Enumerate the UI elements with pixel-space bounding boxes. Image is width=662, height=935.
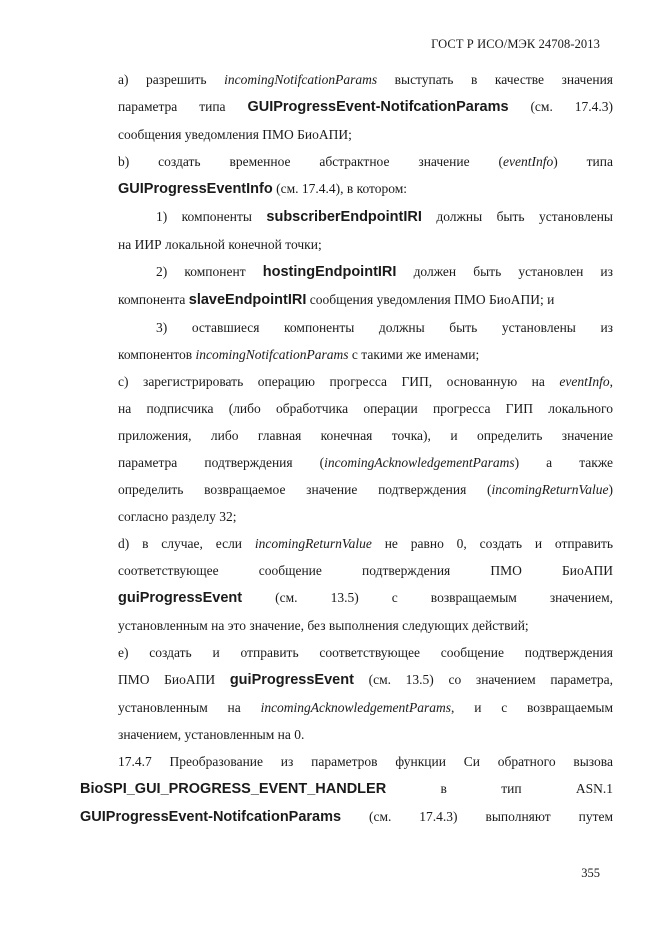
section-17-4-7-line2: BioSPI_GUI_PROGRESS_EVENT_HANDLER в тип ASN.1 (80, 781, 613, 797)
list-item-c-line5: определить возвращаемое значение подтверждения (incomingReturnValue) (118, 482, 613, 497)
list-item-e-line3: установленным на incomingAcknowledgementParams, и с возвращаемым (118, 700, 614, 715)
section-17-4-7-line1: 17.4.7 Преобразование из параметров функции Си обратного вызова (118, 754, 613, 769)
list-item-d-line3: guiProgressEvent (см. 13.5) с возвращаемым значением, (118, 590, 613, 606)
list-item-d-line4: установленным на это значение, без выполнения следующих действий; (118, 618, 529, 633)
page-number: 355 (581, 866, 600, 880)
list-item-e-line2: ПМО БиоАПИ guiProgressEvent (см. 13.5) со значением параметра, (118, 672, 613, 688)
list-item-c-line4: параметра подтверждения (incomingAcknowledgementParams) а также (118, 455, 613, 470)
sub-item-2-line2: компонента slaveEndpointIRI сообщения уведомления ПМО БиоАПИ; и (118, 292, 555, 308)
list-item-c-line3: приложения, либо главная конечная точка), и определить значение (118, 428, 613, 443)
list-item-a-line1: a) разрешить incomingNotifcationParams выступать в качестве значения (118, 72, 614, 87)
list-item-b-line1: b) создать временное абстрактное значение (eventInfo) типа (118, 154, 613, 169)
document-header: ГОСТ Р ИСО/МЭК 24708-2013 (431, 37, 600, 51)
list-item-c-line6: согласно разделу 32; (118, 509, 237, 524)
sub-item-2-line1: 2) компонент hostingEndpointIRI должен быть установлен из (156, 264, 613, 280)
list-item-a-line2: параметра типа GUIProgressEvent-NotifcationParams (см. 17.4.3) (118, 99, 613, 115)
list-item-c-line1: c) зарегистрировать операцию прогресса ГИП, основанную на eventInfo, (118, 374, 613, 389)
sub-item-1-line1: 1) компоненты subscriberEndpointIRI должны быть установлены (156, 209, 613, 225)
document-body (80, 66, 613, 831)
sub-item-3-line1: 3) оставшиеся компоненты должны быть установлены из (156, 320, 613, 335)
list-item-e-line1: e) создать и отправить соответствующее сообщение подтверждения (118, 645, 613, 660)
list-item-c-line2: на подписчика (либо обработчика операции прогресса ГИП локального (118, 401, 613, 416)
list-item-d-line2: соответствующее сообщение подтверждения ПМО БиоАПИ (118, 563, 613, 578)
list-item-d-line1: d) в случае, если incomingReturnValue не равно 0, создать и отправить (118, 536, 614, 551)
list-item-b-line2: GUIProgressEventInfo (см. 17.4.4), в котором: (118, 181, 408, 197)
list-item-a-line3: сообщения уведомления ПМО БиоАПИ; (118, 127, 352, 142)
section-17-4-7-line3: GUIProgressEvent-NotifcationParams (см. 17.4.3) выполняют путем (80, 809, 613, 825)
sub-item-1-line2: на ИИР локальной конечной точки; (118, 237, 322, 252)
list-item-e-line4: значением, установленным на 0. (118, 727, 305, 742)
sub-item-3-line2: компонентов incomingNotifcationParams с такими же именами; (118, 347, 480, 362)
